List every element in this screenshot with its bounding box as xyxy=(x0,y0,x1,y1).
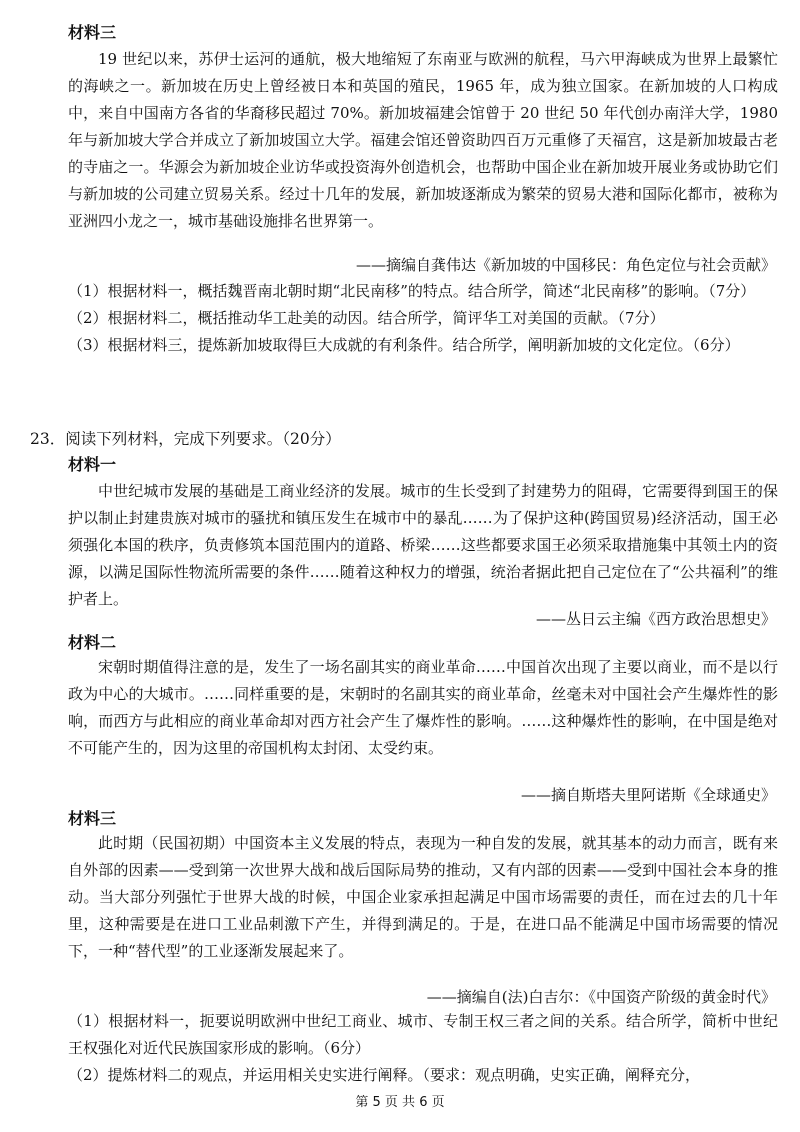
q23-question-1: （1）根据材料一，扼要说明欧洲中世纪工商业、城市、专制王权三者之间的关系。结合所学，简析中世纪王权强化对近代民族国家形成的影响。（6分） xyxy=(68,1012,778,1057)
q23-material-2-body xyxy=(68,654,778,762)
q23-material-1-body xyxy=(68,478,778,613)
q23-material-3-body xyxy=(68,830,778,965)
page-footer: 第 5 页 共 6 页 xyxy=(355,1095,445,1110)
q23-material-1-source: ——丛日云主编《西方政治思想史》 xyxy=(535,610,776,628)
q23-material-2-text: 宋朝时期值得注意的是，发生了一场名副其实的商业革命……中国首次出现了主要以商业，而不是以行政为中心的大城市。……同样重要的是，宋朝时的名副其实的商业革命，丝毫未对中国社会产生爆炸性的影响，而西方与此相应的商业革命却对西方社会产生了爆炸性的影响。……这种爆炸性的影响，在中国是绝对不可能产生的，因为这里的帝国机构太封闭、太受约束。 xyxy=(68,658,778,757)
material-3-text: 19 世纪以来，苏伊士运河的通航，极大地缩短了东南亚与欧洲的航程，马六甲海峡成为世界上最繁忙的海峡之一。新加坡在历史上曾经被日本和英国的殖民，1965 年，成为独立国家。在新加坡的人口构成中，来自中国南方各省的华裔移民超过 70%。新加坡福建会馆曾于 20 世纪 50 年代创办南洋大学，1980 年与新加坡大学合并成立了新加坡国立大学。福建会馆还曾资助四百万元重修了天福宫，这是新加坡最古老的寺庙之一。华源会为新加坡企业访华或投资海外创造机会，也帮助中国企业在新加坡开展业务或协助它们与新加坡的公司建立贸易关系。经过十几年的发展，新加坡逐渐成为繁荣的贸易大港和国际化都市，被称为亚洲四小龙之一，城市基础设施排名世界第一。 xyxy=(68,50,778,230)
material-3-title: 材料三 xyxy=(68,23,117,42)
part1-question-2: （2）根据材料二，概括推动华工赴美的动因。结合所学，简评华工对美国的贡献。（7分） xyxy=(68,309,665,327)
q23-material-1-text: 中世纪城市发展的基础是工商业经济的发展。城市的生长受到了封建势力的阻碍，它需要得到国王的保护以制止封建贵族对城市的骚扰和镇压发生在城市中的暴乱……为了保护这种(跨国贸易)经济活动，国王必须强化本国的秩序，负责修筑本国范围内的道路、桥梁……这些都要求国王必须采取措施集中其领土内的资源，以满足国际性物流所需要的条件……随着这种权力的增强，统治者据此把自己定位在了“公共福利”的维护者上。 xyxy=(68,482,778,608)
question-23-header: 23．阅读下列材料，完成下列要求。（20分） xyxy=(30,430,341,448)
part1-question-3: （3）根据材料三，提炼新加坡取得巨大成就的有利条件。结合所学，阐明新加坡的文化定位。（6分） xyxy=(68,336,740,354)
q23-material-2-source: ——摘自斯塔夫里阿诺斯《全球通史》 xyxy=(520,786,776,804)
q23-material-3-title: 材料三 xyxy=(68,809,117,828)
q23-questions xyxy=(68,1008,778,1089)
part1-question-1: （1）根据材料一，概括魏晋南北朝时期“北民南移”的特点。结合所学，简述“北民南移”的影响。（7分） xyxy=(68,282,756,300)
q23-material-1-title: 材料一 xyxy=(68,455,117,474)
material-3-body xyxy=(68,46,778,235)
q23-material-3-text: 此时期（民国初期）中国资本主义发展的特点，表现为一种自发的发展，就其基本的动力而言，既有来自外部的因素——受到第一次世界大战和战后国际局势的推动，又有内部的因素——受到中国社会本身的推动。当大部分列强忙于世界大战的时候，中国企业家承担起满足中国市场需要的责任，而在过去的几十年里，这种需要是在进口工业品刺激下产生，并得到满足的。于是，在进口品不能满足中国市场需要的情况下，一种“替代型”的工业逐渐发展起来了。 xyxy=(68,834,778,960)
q23-material-3-source: ——摘编自(法)白吉尔：《中国资产阶级的黄金时代》 xyxy=(426,988,776,1006)
material-3-source: ——摘编自龚伟达《新加坡的中国移民：角色定位与社会贡献》 xyxy=(355,256,776,274)
q23-question-2: （2）提炼材料二的观点，并运用相关史实进行阐释。（要求：观点明确，史实正确，阐释充分， xyxy=(68,1066,701,1084)
part1-questions xyxy=(68,278,778,359)
q23-material-2-title: 材料二 xyxy=(68,633,117,652)
